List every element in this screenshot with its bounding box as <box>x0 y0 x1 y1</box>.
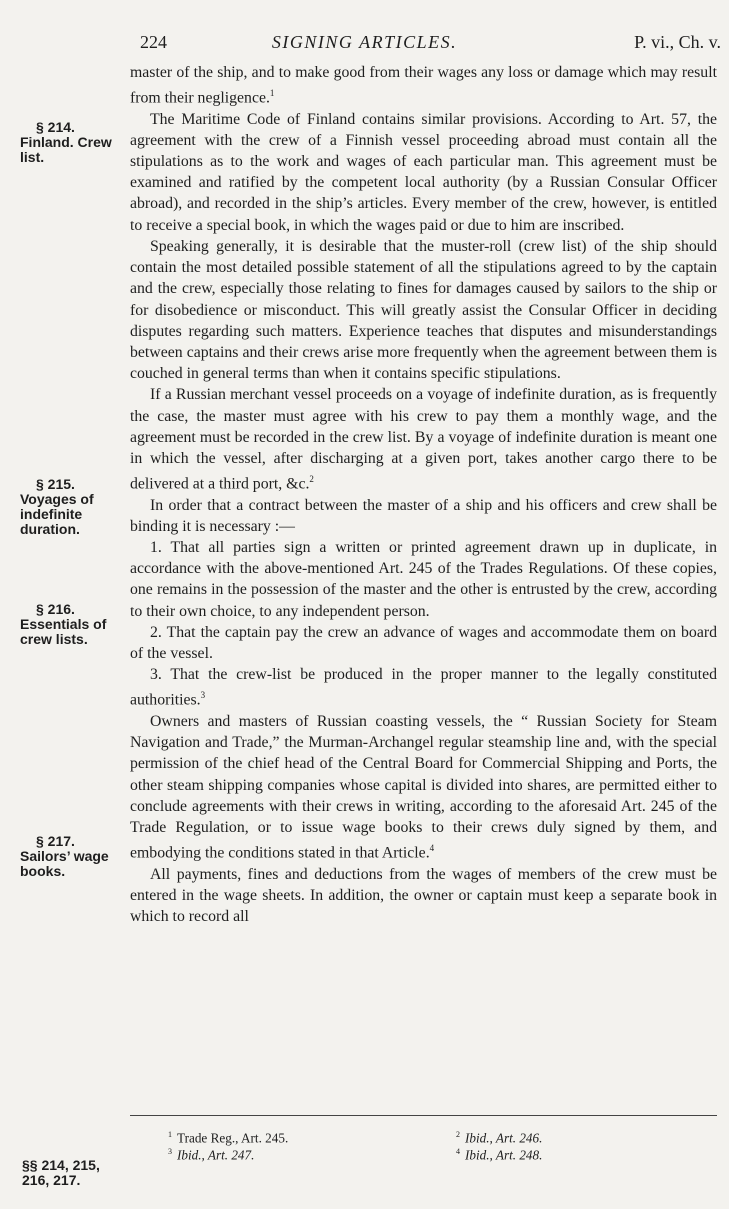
footnote-divider <box>130 1115 717 1116</box>
footnotes <box>130 1126 717 1163</box>
margin-note-title: Finland. Crew list. <box>20 134 112 165</box>
running-header <box>0 32 729 56</box>
paragraph: Speaking generally, it is desirable that the muster-roll (crew list) of the ship should contain the most detailed possible statement of all the stipulations agreed to by the captain and the crew, especially those relating to fines for damages caused by sailors to the ship or for disobedience or misconduct. This will greatly assist the Consular Officer in deciding disputes regarding such matters. Experience teaches that disputes and misunderstandings between captains and their crews arise more frequently when the agreement between them is couched in general terms than when it contains specific stipulations. <box>130 237 717 383</box>
paragraph: Owners and masters of Russian coasting vessels, the “ Russian Society for Steam Navigation and Trade,” the Murman-Archangel regular steamship line and, with the special permission of the chief head of the Central Board for Commercial Shipping and Ports, the other steam shipping companies whose capital is divided into shares, are permitted either to conclude agreements with their crews in writing, according to the aforesaid Art. 245 of the Trade Regulation, or to issue wage books to their crews duly signed by them, and embodying the conditions stated in that Article.$^4$ <box>130 712 717 862</box>
list-item: 3. That the crew-list be produced in the proper manner to the legally constituted authorities.$^3$ <box>130 666 717 709</box>
running-title: SIGNING ARTICLES. <box>271 32 458 52</box>
margin-note-title: Sailors’ wage books. <box>20 848 109 879</box>
footnote: $^3$ Ibid., Art. 247. <box>168 1147 255 1163</box>
paragraph: The Maritime Code of Finland contains similar provisions. According to Art. 57, the agreement with the crew of a Finnish vessel proceeding abroad must contain all the stipulations as to the work and wages of each particular man. This agreement must be examined and ratified by the competent local authority (by a Russian Consular Officer abroad), and recorded in the ship’s articles. Every member of the crew, however, is entitled to receive a special book, in which the wages paid or due to him are inscribed. <box>130 110 717 234</box>
margin-note-section: § 215. <box>36 476 75 492</box>
margin-note-section: § 217. <box>36 833 75 849</box>
page-number: 224 <box>140 32 167 52</box>
margin-note-section: § 216. <box>36 601 75 617</box>
margin-note-215 <box>20 477 120 537</box>
paragraph: In order that a contract between the master of a ship and his officers and crew shall be binding it is necessary :— <box>130 496 717 535</box>
list-item: 2. That the captain pay the crew an advance of wages and accommodate them on board of the vessel. <box>130 623 717 663</box>
part-chapter: P. vi., Ch. v. <box>634 32 721 52</box>
footnote: $^1$ Trade Reg., Art. 245. <box>168 1130 289 1146</box>
footnote: $^4$ Ibid., Art. 248. <box>456 1147 543 1163</box>
list-item: 1. That all parties sign a written or printed agreement drawn up in duplicate, in accordance with the above-mentioned Art. 245 of the Trades Regulations. Of these copies, one remains in the possession of the master and the other is entrusted by the crew, according to their own choice, to any independent person. <box>130 539 717 620</box>
footnote: $^2$ Ibid., Art. 246. <box>456 1130 543 1146</box>
paragraph: All payments, fines and deductions from the wages of members of the crew must be entered in the wage sheets. In addition, the owner or captain must keep a separate book in which to record all <box>130 865 717 925</box>
body-text <box>130 62 717 927</box>
paragraph: master of the ship, and to make good from their wages any loss or damage which may result from their negligence.$^1$ <box>130 64 717 107</box>
margin-note-title: Essentials of crew lists. <box>20 616 107 647</box>
margin-note-217 <box>20 834 120 879</box>
margin-note-section: § 214. <box>36 119 75 135</box>
footer-section-refs: §§ 214, 215, 216, 217. <box>22 1157 100 1188</box>
paragraph: If a Russian merchant vessel proceeds on a voyage of indefinite duration, as is frequently the case, the master must agree with his crew to pay them a monthly wage, and the agreement must be recorded in the crew list. By a voyage of indefinite duration is meant one in which the vessel, after discharging at a given port, takes another cargo there to be delivered at a third port, &c.$^2$ <box>130 386 717 493</box>
margin-note-216 <box>20 602 120 647</box>
margin-note-214 <box>20 120 120 165</box>
margin-note-title: Voyages of indefinite duration. <box>20 491 94 537</box>
